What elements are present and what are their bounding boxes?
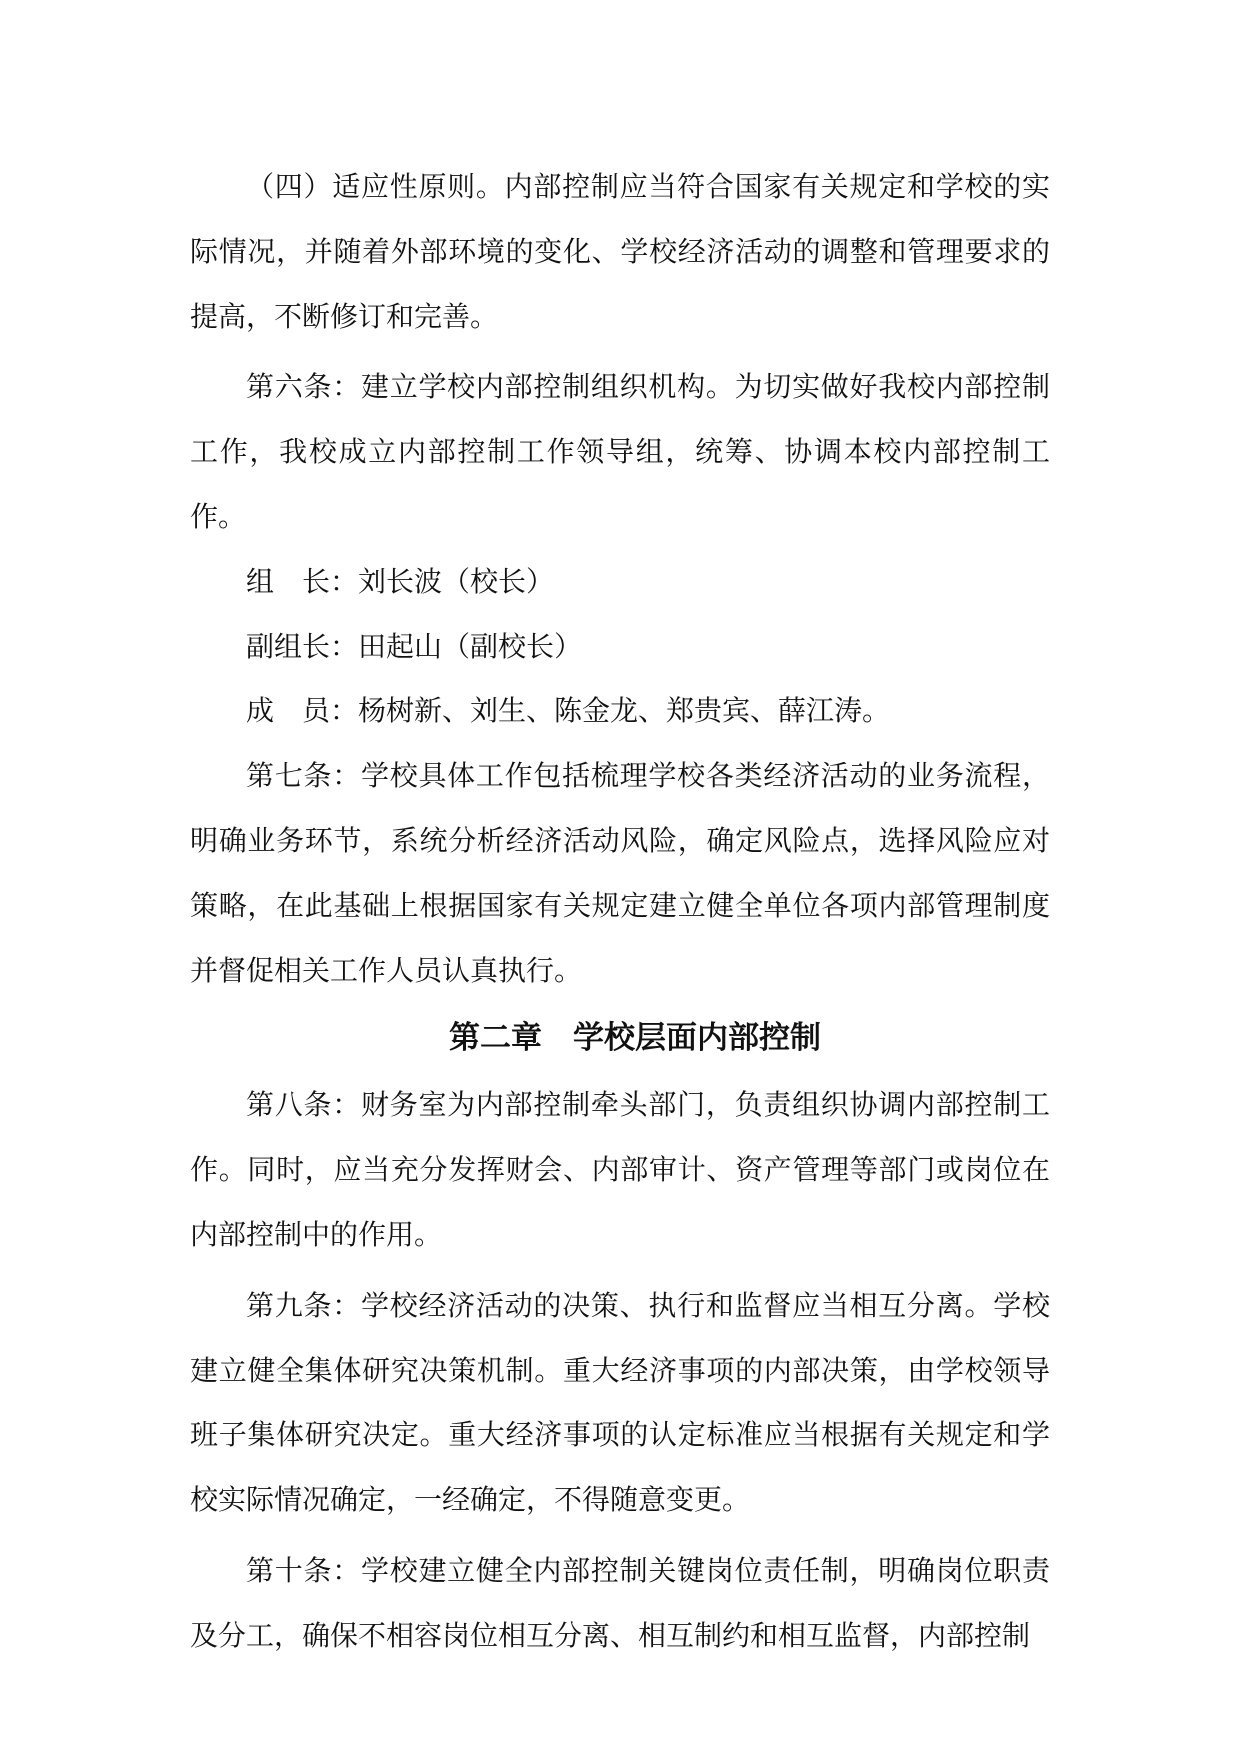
chapter-2-heading: 第二章 学校层面内部控制 bbox=[449, 1020, 821, 1057]
article-6-paragraph: 第六条：建立学校内部控制组织机构。为切实做好我校内部控制工作，我校成立内部控制工作领导组，统筹、协调本校内部控制工作。 bbox=[190, 370, 1050, 533]
deputy-leader-line: 副组长：田起山（副校长） bbox=[246, 629, 583, 663]
principle-adaptability-paragraph: （四）适应性原则。内部控制应当符合国家有关规定和学校的实际情况，并随着外部环境的变化、学校经济活动的调整和管理要求的提高，不断修订和完善。 bbox=[190, 170, 1050, 333]
article-9-paragraph: 第九条：学校经济活动的决策、执行和监督应当相互分离。学校建立健全集体研究决策机制。重大经济事项的内部决策，由学校领导班子集体研究决定。重大经济事项的认定标准应当根据有关规定和学校实际情况确定，一经确定，不得随意变更。 bbox=[190, 1288, 1050, 1517]
group-leader-line: 组 长：刘长波（校长） bbox=[246, 564, 555, 598]
article-8-paragraph: 第八条：财务室为内部控制牵头部门，负责组织协调内部控制工作。同时，应当充分发挥财会、内部审计、资产管理等部门或岗位在内部控制中的作用。 bbox=[190, 1088, 1050, 1251]
members-line: 成 员：杨树新、刘生、陈金龙、郑贵宾、薛江涛。 bbox=[246, 694, 891, 728]
article-7-paragraph: 第七条：学校具体工作包括梳理学校各类经济活动的业务流程，明确业务环节，系统分析经济活动风险，确定风险点，选择风险应对策略，在此基础上根据国家有关规定建立健全单位各项内部管理制度并督促相关工作人员认真执行。 bbox=[190, 759, 1050, 987]
document-body bbox=[190, 155, 1050, 1669]
article-10-paragraph: 第十条：学校建立健全内部控制关键岗位责任制，明确岗位职责及分工，确保不相容岗位相互分离、相互制约和相互监督，内部控制 bbox=[190, 1553, 1050, 1652]
